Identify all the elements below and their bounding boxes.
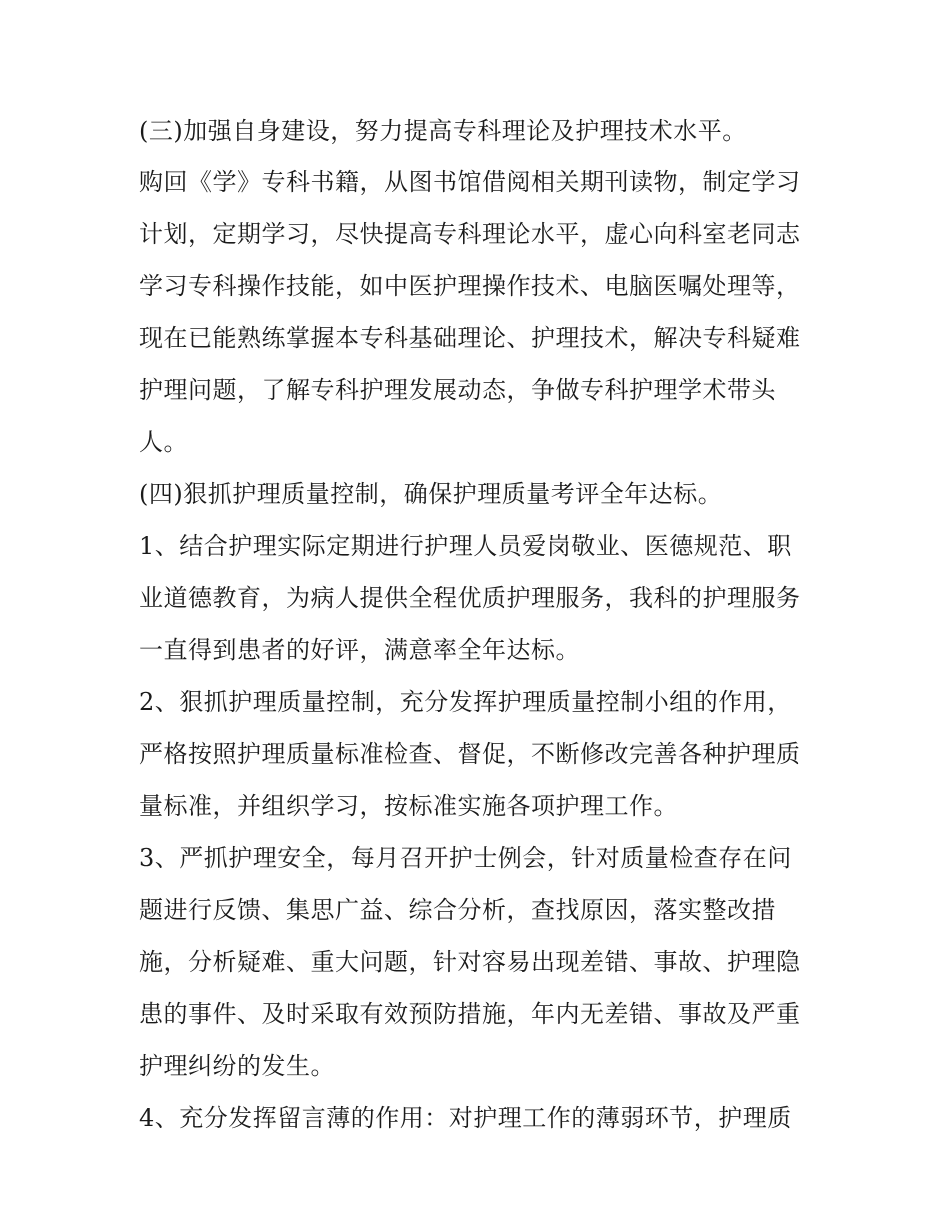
heading-section-4: (四)狠抓护理质量控制，确保护理质量考评全年达标。 (139, 480, 723, 508)
paragraph-line: 量标准，并组织学习，按标准实施各项护理工作。 (139, 792, 678, 820)
paragraph-line: 患的事件、及时采取有效预防措施，年内无差错、事故及严重 (139, 1000, 801, 1028)
paragraph-line: 4、充分发挥留言薄的作用：对护理工作的薄弱环节，护理质 (139, 1104, 792, 1132)
paragraph-line: 护理问题，了解专科护理发展动态，争做专科护理学术带头 (139, 376, 776, 404)
paragraph-line: 3、严抓护理安全，每月召开护士例会，针对质量检查存在问 (139, 844, 792, 872)
paragraph-line: 现在已能熟练掌握本专科基础理论、护理技术，解决专科疑难 (139, 324, 801, 352)
paragraph-line: 人。 (139, 428, 188, 456)
heading-section-3: (三)加强自身建设，努力提高专科理论及护理技术水平。 (139, 117, 747, 145)
paragraph-line: 购回《学》专科书籍，从图书馆借阅相关期刊读物，制定学习 (139, 168, 801, 196)
paragraph-line: 1、结合护理实际定期进行护理人员爱岗敬业、医德规范、职 (139, 532, 792, 560)
paragraph-line: 施，分析疑难、重大问题，针对容易出现差错、事故、护理隐 (139, 948, 801, 976)
paragraph-line: 一直得到患者的好评，满意率全年达标。 (139, 636, 580, 664)
paragraph-line: 2、狠抓护理质量控制，充分发挥护理质量控制小组的作用， (139, 688, 792, 716)
paragraph-line: 计划，定期学习，尽快提高专科理论水平，虚心向科室老同志 (139, 220, 801, 248)
paragraph-line: 题进行反馈、集思广益、综合分析，查找原因，落实整改措 (139, 896, 776, 924)
paragraph-line: 学习专科操作技能，如中医护理操作技术、电脑医嘱处理等， (139, 272, 801, 300)
paragraph-line: 严格按照护理质量标准检查、督促，不断修改完善各种护理质 (139, 740, 801, 768)
paragraph-line: 业道德教育，为病人提供全程优质护理服务，我科的护理服务 (139, 584, 801, 612)
paragraph-line: 护理纠纷的发生。 (139, 1052, 335, 1080)
